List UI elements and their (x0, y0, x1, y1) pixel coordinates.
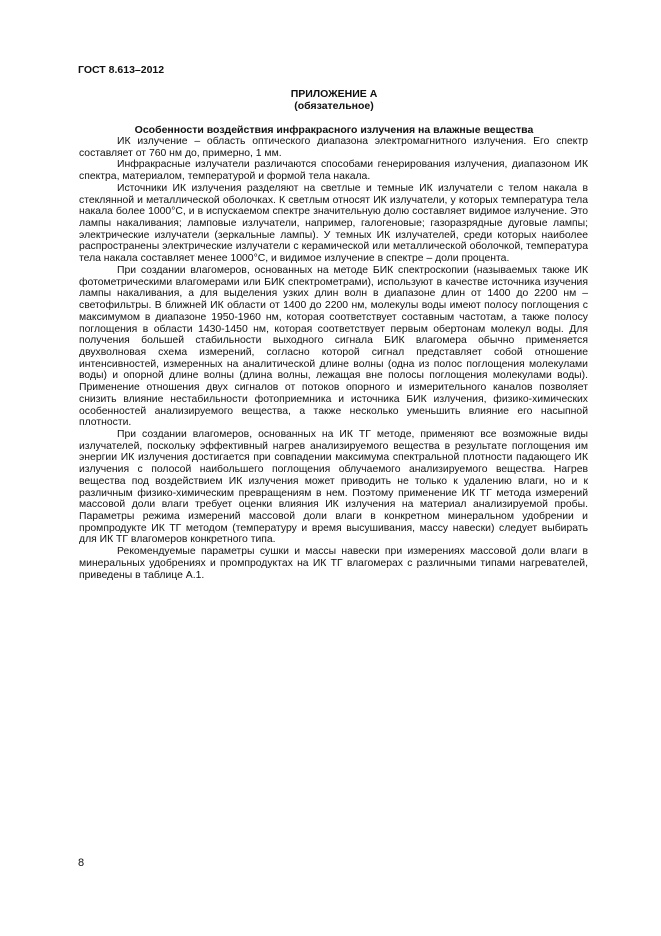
annex-title: ПРИЛОЖЕНИЕ А (290, 88, 378, 100)
paragraph: Инфракрасные излучатели различаются способами генерирования излучения, диапазоном ИК спектра, материалом, температурой и формой тела накала. (79, 159, 588, 183)
paragraph: Источники ИК излучения разделяют на светлые и темные ИК излучатели с телом накала в стеклянной и металлической оболочках. К светлым относят ИК излучатели, у которых температура тела накала более 1000°С, и в испускаемом спектре значительную долю составляет видимое излучение. Это лампы накаливания; ламповые излучатели, например, галогеновые; газоразрядные дуговые лампы; электрические излучатели (зеркальные лампы). У темных ИК излучателей, среди которых наиболее распространены электрические излучатели с керамической или металлической оболочкой, температура тела накала составляет менее 1000°С, и видимое излучение в спектре – доли процента. (79, 182, 588, 265)
annex-status: (обязательное) (294, 100, 374, 112)
body-text (79, 136, 588, 581)
paragraph: При создании влагомеров, основанных на ИК ТГ методе, применяют все возможные виды излучателей, поскольку эффективный нагрев анализируемого вещества в результате поглощения им энергии ИК излучения достигается при совпадении максимума спектральной плотности падающего ИК излучения с полосой наибольшего поглощения облучаемого анализируемого вещества. Нагрев вещества под воздействием ИК излучения может приводить не только к удалению влаги, но и к различным физико-химическим превращениям в нем. Поэтому применение ИК ТГ метода измерений массовой доли влаги требует оценки влияния ИК излучения на материал анализируемой пробы. Параметры режима измерений массовой доли влаги в конкретном минеральном удобрении и промпродукте ИК ТГ методом (температуру и время высушивания, массу навески) следует выбирать для ИК ТГ влагомеров конкретного типа. (79, 428, 588, 546)
paragraph: При создании влагомеров, основанных на методе БИК спектроскопии (называемых также ИК фотометрическими влагомерами или БИК спектрометрами), используют в качестве источника изучения лампы накаливания, а для выделения узких длин волн в диапазоне длин от 1400 до 2200 нм – светофильтры. В ближней ИК области от 1400 до 2200 нм, молекулы воды имеют полосу поглощения с максимумом в диапазоне 1950-1960 нм, которая соответствует составным частотам, а также полосу поглощения в области 1430-1450 нм, которая соответствует первым обертонам молекул воды. Для получения большей стабильности выходного сигнала БИК влагомера обычно применяется двухволновая схема измерений, согласно которой сигнал представляет собой отношение интенсивностей, измеренных на аналитической длине волны (одна из полос поглощения молекулами воды) и опорной длине волны (длина волны, лежащая вне полосы поглощения молекулами воды). Применение отношения двух сигналов от потоков опорного и измерительного каналов позволяет снизить влияние нестабильности фотоприемника и источника БИК излучения, физико-химических особенностей анализируемого вещества, а также несколько уменьшить влияние его насыпной плотности. (79, 264, 588, 429)
paragraph: ИК излучение – область оптического диапазона электромагнитного излучения. Его спектр составляет от 760 нм до, примерно, 1 мм. (79, 136, 588, 159)
paragraph: Рекомендуемые параметры сушки и массы навески при измерениях массовой доли влаги в минеральных удобрениях и промпродуктах на ИК ТГ влагомерах с различными типами нагревателей, приведены в таблице А.1. (79, 546, 588, 581)
page-number: 8 (78, 857, 85, 869)
section-title: Особенности воздействия инфракрасного излучения на влажные вещества (134, 124, 534, 136)
annex-heading (80, 88, 588, 112)
document-code: ГОСТ 8.613–2012 (78, 64, 165, 76)
